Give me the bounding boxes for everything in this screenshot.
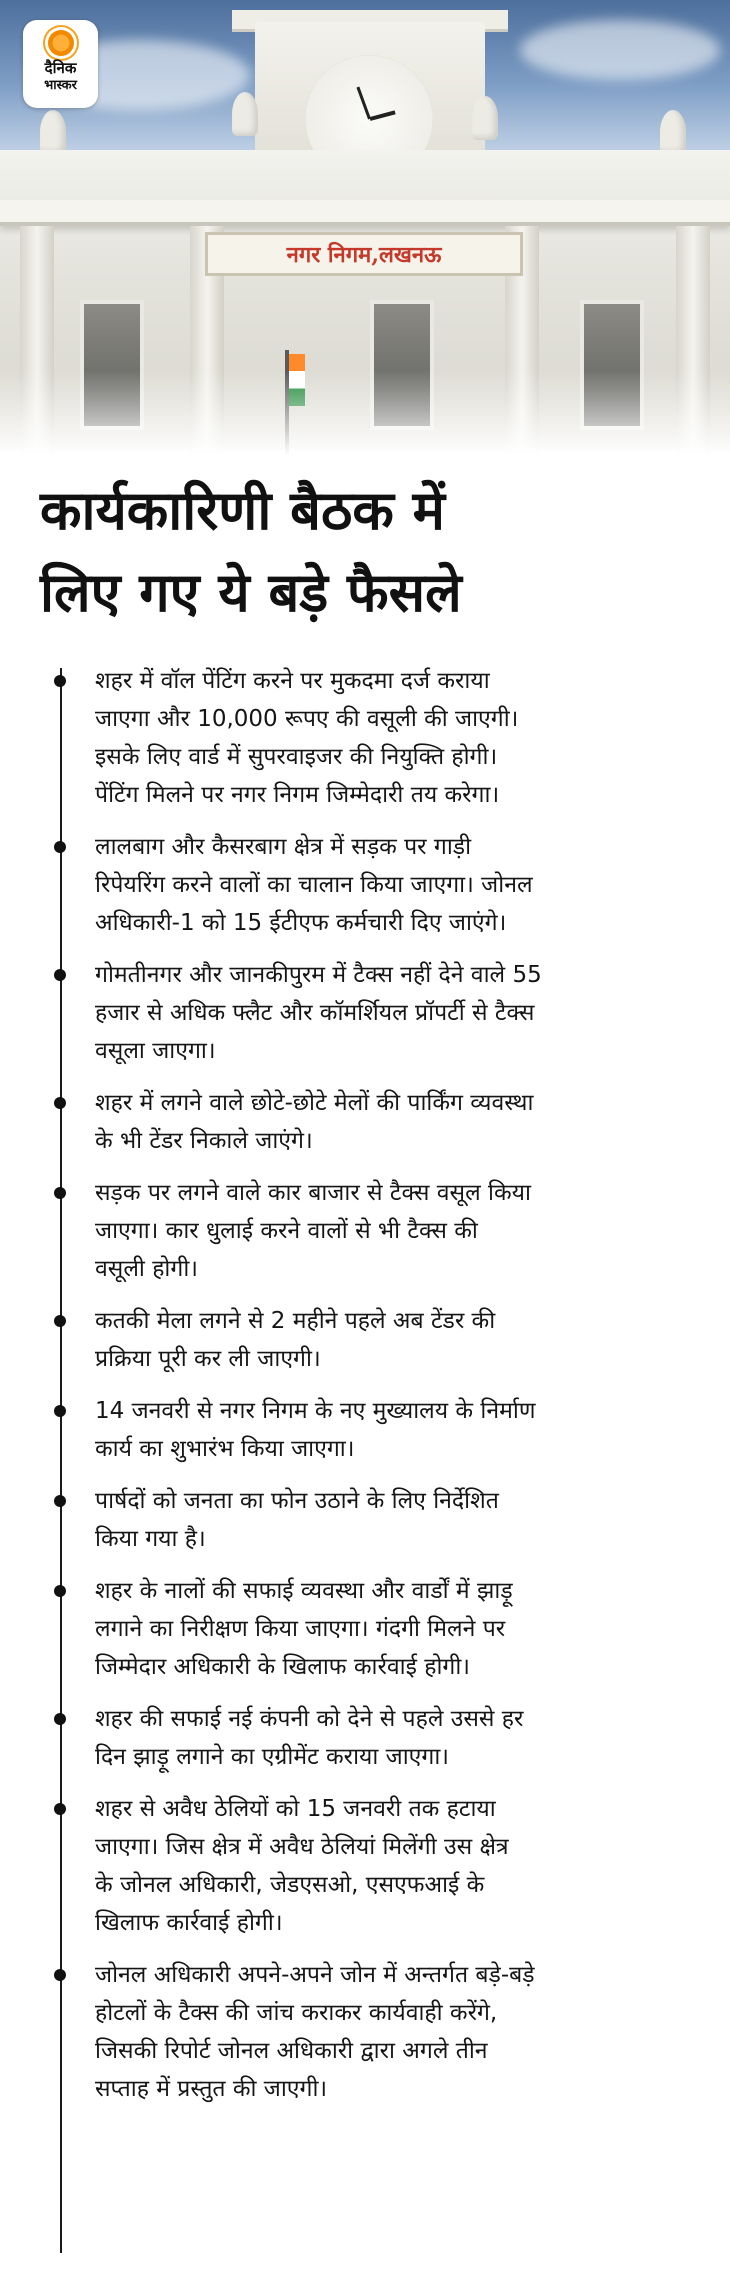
list-item-line: इसके लिए वार्ड में सुपरवाइजर की नियुक्ति होगी। bbox=[95, 744, 498, 770]
list-item-text bbox=[95, 1572, 695, 1686]
list-item-text bbox=[95, 1956, 695, 2108]
bullet-icon bbox=[54, 841, 66, 853]
decision-list bbox=[55, 662, 695, 2122]
list-item-text bbox=[95, 1174, 695, 1288]
urn-ornament bbox=[232, 92, 258, 136]
page-title bbox=[40, 470, 710, 634]
bullet-icon bbox=[54, 1585, 66, 1597]
list-item-line: पार्षदों को जनता का फोन उठाने के लिए निर्देशित bbox=[95, 1488, 499, 1514]
list-item-line: रिपेयरिंग करने वालों का चालान किया जाएगा। जोनल bbox=[95, 872, 533, 898]
list-item-line: पेंटिंग मिलने पर नगर निगम जिम्मेदारी तय करेगा। bbox=[95, 782, 500, 808]
header-photo bbox=[0, 0, 730, 455]
list-item-line: सड़क पर लगने वाले कार बाजार से टैक्स वसूल किया bbox=[95, 1180, 531, 1206]
list-item-line: जिसकी रिपोर्ट जोनल अधिकारी द्वारा अगले तीन bbox=[95, 2038, 488, 2064]
cloud bbox=[520, 20, 720, 80]
list-item-line: सप्ताह में प्रस्तुत की जाएगी। bbox=[95, 2076, 328, 2102]
bullet-icon bbox=[54, 675, 66, 687]
list-item-line: वसूली होगी। bbox=[95, 1256, 198, 1282]
list-item-line: जाएगा। जिस क्षेत्र में अवैध ठेलियां मिलेंगी उस क्षेत्र bbox=[95, 1834, 509, 1860]
bullet-icon bbox=[54, 1187, 66, 1199]
logo-line-1: दैनिक bbox=[44, 59, 77, 77]
list-item-text bbox=[95, 956, 695, 1070]
urn-ornament bbox=[40, 110, 66, 154]
list-item bbox=[55, 1956, 695, 2108]
list-item-text bbox=[95, 662, 695, 814]
list-item-line: हजार से अधिक फ्लैट और कॉमर्शियल प्रॉपर्टी से टैक्स bbox=[95, 1000, 535, 1026]
list-item-line: अधिकारी-1 को 15 ईटीएफ कर्मचारी दिए जाएंगे। bbox=[95, 910, 507, 936]
sun-logo-icon bbox=[48, 30, 74, 56]
list-item bbox=[55, 1084, 695, 1160]
list-item-line: प्रक्रिया पूरी कर ली जाएगी। bbox=[95, 1346, 321, 1372]
signboard-text: नगर निगम,लखनऊ bbox=[286, 242, 442, 268]
list-item-text bbox=[95, 1700, 695, 1776]
dainik-bhaskar-logo[interactable] bbox=[23, 20, 98, 108]
list-item-line: के जोनल अधिकारी, जेडएसओ, एसएफआई के bbox=[95, 1872, 485, 1898]
list-item-line: लालबाग और कैसरबाग क्षेत्र में सड़क पर गाड़ी bbox=[95, 834, 472, 860]
bullet-icon bbox=[54, 969, 66, 981]
list-item bbox=[55, 1302, 695, 1378]
list-item-line: खिलाफ कार्रवाई होगी। bbox=[95, 1910, 283, 1936]
list-item-line: शहर में वॉल पेंटिंग करने पर मुकदमा दर्ज कराया bbox=[95, 668, 490, 694]
list-item-line: लगाने का निरीक्षण किया जाएगा। गंदगी मिलने पर bbox=[95, 1616, 506, 1642]
list-item bbox=[55, 1700, 695, 1776]
logo-line-2: भास्कर bbox=[44, 78, 77, 93]
list-item-line: जिम्मेदार अधिकारी के खिलाफ कार्रवाई होगी। bbox=[95, 1654, 471, 1680]
list-item-text bbox=[95, 1482, 695, 1558]
list-item-line: के भी टेंडर निकाले जाएंगे। bbox=[95, 1128, 313, 1154]
bullet-icon bbox=[54, 1097, 66, 1109]
bullet-icon bbox=[54, 1713, 66, 1725]
list-item bbox=[55, 1482, 695, 1558]
list-item bbox=[55, 662, 695, 814]
list-item-line: वसूला जाएगा। bbox=[95, 1038, 216, 1064]
list-item-text bbox=[95, 1302, 695, 1378]
list-item-text bbox=[95, 1084, 695, 1160]
list-item-line: होटलों के टैक्स की जांच कराकर कार्यवाही करेंगे, bbox=[95, 2000, 498, 2026]
list-item-line: शहर के नालों की सफाई व्यवस्था और वार्डों में झाड़ू bbox=[95, 1578, 513, 1604]
photo-fade bbox=[0, 370, 730, 455]
bullet-icon bbox=[54, 1495, 66, 1507]
bullet-icon bbox=[54, 1405, 66, 1417]
list-item-line: शहर की सफाई नई कंपनी को देने से पहले उससे हर bbox=[95, 1706, 524, 1732]
list-item-line: कार्य का शुभारंभ किया जाएगा। bbox=[95, 1436, 355, 1462]
list-item bbox=[55, 956, 695, 1070]
bullet-icon bbox=[54, 1315, 66, 1327]
list-item-line: जाएगा। कार धुलाई करने वालों से भी टैक्स की bbox=[95, 1218, 478, 1244]
bullet-icon bbox=[54, 1803, 66, 1815]
list-item-line: शहर से अवैध ठेलियों को 15 जनवरी तक हटाया bbox=[95, 1796, 496, 1822]
list-item-line: 14 जनवरी से नगर निगम के नए मुख्यालय के निर्माण bbox=[95, 1398, 536, 1424]
urn-ornament bbox=[472, 96, 498, 140]
list-item bbox=[55, 1572, 695, 1686]
list-item bbox=[55, 1174, 695, 1288]
title-line-2: लिए गए ये बड़े फैसले bbox=[40, 561, 462, 624]
bullet-icon bbox=[54, 1969, 66, 1981]
list-item-line: जाएगा और 10,000 रूपए की वसूली की जाएगी। bbox=[95, 706, 519, 732]
signboard bbox=[205, 232, 523, 276]
list-item bbox=[55, 1392, 695, 1468]
list-item-line: शहर में लगने वाले छोटे-छोटे मेलों की पार्किंग व्यवस्था bbox=[95, 1090, 534, 1116]
list-item-text bbox=[95, 1392, 695, 1468]
list-item-text bbox=[95, 1790, 695, 1942]
list-item bbox=[55, 1790, 695, 1942]
list-item-line: दिन झाड़ू लगाने का एग्रीमेंट कराया जाएगा। bbox=[95, 1744, 450, 1770]
list-item-text bbox=[95, 828, 695, 942]
building-cornice bbox=[0, 200, 730, 226]
urn-ornament bbox=[660, 110, 686, 154]
title-line-1: कार्यकारिणी बैठक में bbox=[40, 479, 445, 542]
list-item-line: किया गया है। bbox=[95, 1526, 206, 1552]
list-item-line: जोनल अधिकारी अपने-अपने जोन में अन्तर्गत बड़े-बड़े bbox=[95, 1962, 535, 1988]
list-item bbox=[55, 828, 695, 942]
list-item-line: कतकी मेला लगने से 2 महीने पहले अब टेंडर की bbox=[95, 1308, 496, 1334]
list-item-line: गोमतीनगर और जानकीपुरम में टैक्स नहीं देने वाले 55 bbox=[95, 962, 542, 988]
